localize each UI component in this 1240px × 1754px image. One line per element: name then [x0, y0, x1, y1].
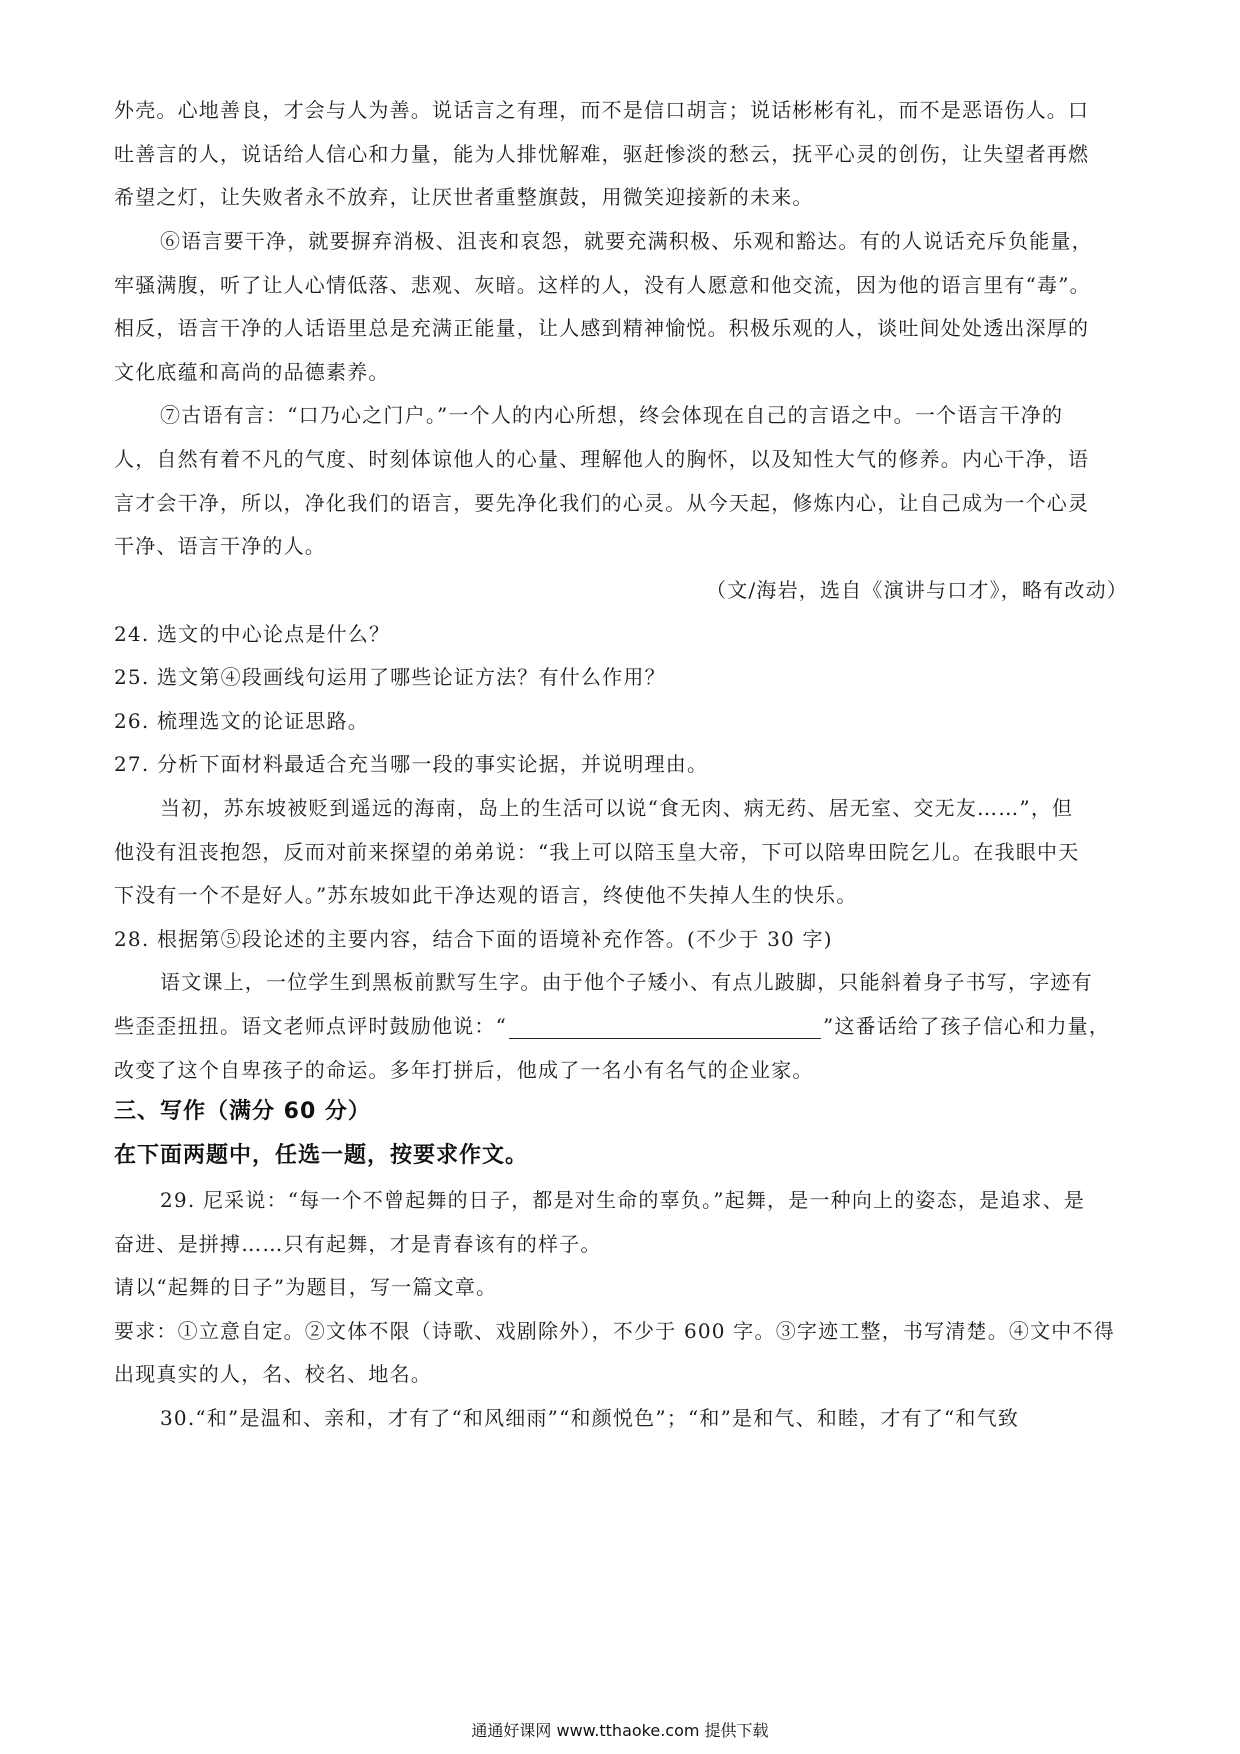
passage-source: （文/海岩，选自《演讲与口才》，略有改动） — [706, 578, 1128, 602]
passage-line: 相反，语言干净的人话语里总是充满正能量，让人感到精神愉悦。积极乐观的人，谈吐间处处透出深厚的 — [114, 316, 1090, 340]
q28-material-line — [114, 1013, 1124, 1039]
q28-material-line: 改变了这个自卑孩子的命运。多年打拼后，他成了一名小有名气的企业家。 — [114, 1058, 814, 1082]
question-29-line: 奋进、是拼搏……只有起舞，才是青春该有的样子。 — [114, 1232, 602, 1256]
passage-line: 希望之灯，让失败者永不放弃，让厌世者重整旗鼓，用微笑迎接新的未来。 — [114, 185, 814, 209]
passage-line: ⑥语言要干净，就要摒弃消极、沮丧和哀怨，就要充满积极、乐观和豁达。有的人说话充斥负能量， — [160, 229, 1093, 253]
question-26: 26. 梳理选文的论证思路。 — [114, 709, 369, 733]
question-28: 28. 根据第⑤段论述的主要内容，结合下面的语境补充作答。(不少于 30 字) — [114, 927, 833, 951]
passage-line: 牢骚满腹，听了让人心情低落、悲观、灰暗。这样的人，没有人愿意和他交流，因为他的语言里有“毒”。 — [114, 273, 1091, 297]
question-30: 30.“和”是温和、亲和，才有了“和风细雨”“和颜悦色”；“和”是和气、和睦，才有了“和气致 — [160, 1406, 1020, 1430]
question-24: 24. 选文的中心论点是什么？ — [114, 622, 391, 646]
passage-line: 吐善言的人，说话给人信心和力量，能为人排忧解难，驱赶惨淡的愁云，抚平心灵的创伤，让失望者再燃 — [114, 142, 1090, 166]
passage-line: ⑦古语有言：“口乃心之门户。”一个人的内心所想，终会体现在自己的言语之中。一个语言干净的 — [160, 403, 1064, 427]
passage-line: 干净、语言干净的人。 — [114, 534, 326, 558]
question-29-requirements: 要求：①立意自定。②文体不限（诗歌、戏剧除外），不少于 600 字。③字迹工整，书写清楚。④文中不得 — [114, 1319, 1115, 1343]
q28-text-before-blank: 些歪歪扭扭。语文老师点评时鼓励他说：“ — [114, 1014, 508, 1038]
q28-text-after-blank: ”这番话给了孩子信心和力量， — [823, 1014, 1111, 1038]
passage-line: 外壳。心地善良，才会与人为善。说话言之有理，而不是信口胡言；说话彬彬有礼，而不是恶语伤人。口 — [114, 98, 1090, 122]
q27-material-line: 下没有一个不是好人。”苏东坡如此干净达观的语言，终使他不失掉人生的快乐。 — [114, 883, 858, 907]
section-title: 三、写作（满分 60 分） — [114, 1099, 371, 1124]
passage-line: 人，自然有着不凡的气度、时刻体谅他人的心量、理解他人的胸怀，以及知性大气的修养。内心干净，语 — [114, 447, 1090, 471]
question-29-line: 29. 尼采说：“每一个不曾起舞的日子，都是对生命的辜负。”起舞，是一种向上的姿态，是追求、是 — [160, 1188, 1086, 1212]
passage-line: 文化底蕴和高尚的品德素养。 — [114, 360, 390, 384]
passage-line: 言才会干净，所以，净化我们的语言，要先净化我们的心灵。从今天起，修炼内心，让自己成为一个心灵 — [114, 491, 1090, 515]
footer-source: 通通好课网 www.tthaoke.com 提供下载 — [471, 1721, 769, 1740]
question-29-prompt: 请以“起舞的日子”为题目，写一篇文章。 — [114, 1275, 498, 1299]
section-instruction: 在下面两题中，任选一题，按要求作文。 — [114, 1143, 529, 1168]
question-27: 27. 分析下面材料最适合充当哪一段的事实论据，并说明理由。 — [114, 752, 709, 776]
question-29-requirements: 出现真实的人，名、校名、地名。 — [114, 1362, 432, 1386]
q28-material-line: 语文课上，一位学生到黑板前默写生字。由于他个子矮小、有点儿跛脚，只能斜着身子书写，字迹有 — [160, 970, 1093, 994]
q27-material-line: 当初，苏东坡被贬到遥远的海南，岛上的生活可以说“食无肉、病无药、居无室、交无友……”，但 — [160, 796, 1074, 820]
answer-blank[interactable] — [509, 1018, 821, 1039]
q27-material-line: 他没有沮丧抱怨，反而对前来探望的弟弟说：“我上可以陪玉皇大帝，下可以陪卑田院乞儿。在我眼中天 — [114, 840, 1080, 864]
question-25: 25. 选文第④段画线句运用了哪些论证方法？有什么作用？ — [114, 665, 666, 689]
